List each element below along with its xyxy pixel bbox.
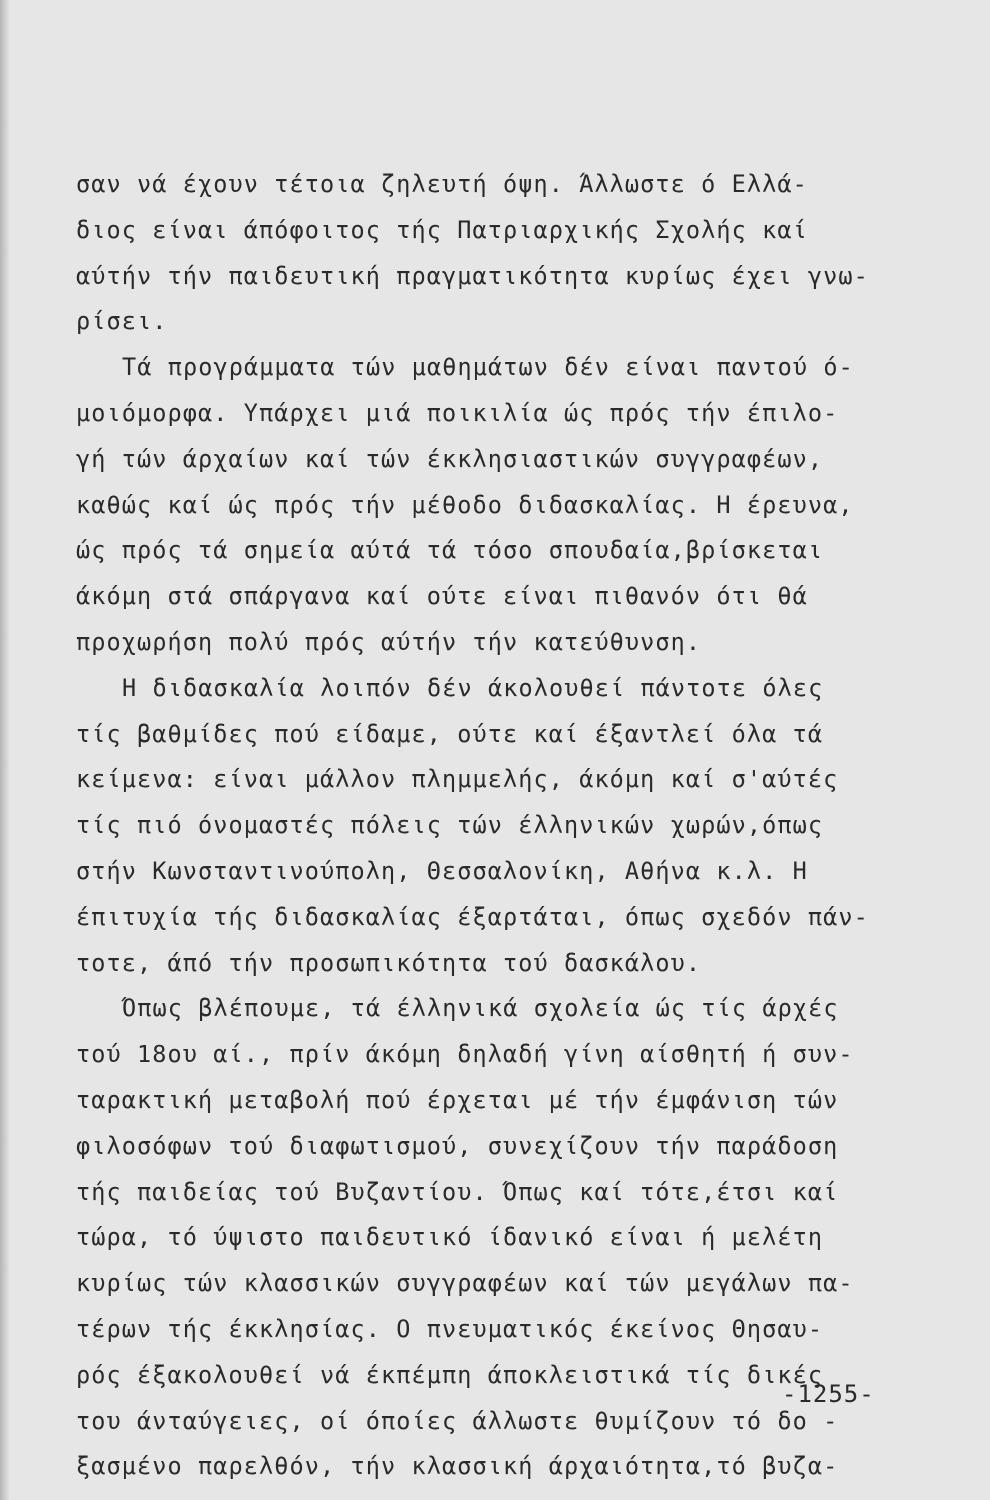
body-text (76, 162, 936, 1490)
text-line: τού 18ου αί., πρίν άκόμη δηλαδή γίνη αίσθητή ή συν- (76, 1040, 854, 1069)
text-line: Η διδασκαλία λοιπόν δέν άκολουθεί πάντοτε όλες (122, 673, 824, 702)
text-line: κείμενα: είναι μάλλον πλημμελής, άκόμη καί σ'αύτές (76, 765, 839, 794)
text-line: σαν νά έχουν τέτοια ζηλευτή όψη. Άλλωστε ό Ελλά- (76, 170, 808, 198)
page-binding-edge (0, 0, 9, 1500)
text-line: άκόμη στά σπάργανα καί ούτε είναι πιθανόν ότι θά (76, 582, 808, 611)
text-line: καθώς καί ώς πρός τήν μέθοδο διδασκαλίας. Η έρευνα, (76, 490, 854, 519)
text-line: γή τών άρχαίων καί τών έκκλησιαστικών συγγραφέων, (76, 444, 824, 473)
text-line: ρίσει. (76, 307, 168, 336)
text-line: κυρίως τών κλασσικών συγγραφέων καί τών μεγάλων πα- (76, 1269, 854, 1298)
text-line: ρός έξακολουθεί νά έκπέμπη άποκλειστικά τίς δικές (76, 1360, 824, 1389)
text-line: έπιτυχία τής διδασκαλίας έξαρτάται, όπως σχεδόν πάν- (76, 902, 869, 931)
text-line: τοτε, άπό τήν προσωπικότητα τού δασκάλου. (76, 948, 702, 977)
text-line: τίς βαθμίδες πού είδαμε, ούτε καί έξαντλεί όλα τά (76, 719, 824, 748)
text-line: τίς πιό όνομαστές πόλεις τών έλληνικών χωρών,όπως (76, 811, 824, 840)
text-line: ταρακτική μεταβολή πού έρχεται μέ τήν έμφάνιση τών (76, 1085, 839, 1114)
page-number: -1255- (782, 1380, 875, 1408)
text-line: μοιόμορφα. Υπάρχει μιά ποικιλία ώς πρός τήν έπιλο- (76, 398, 839, 427)
text-line: στήν Κωνσταντινούπολη, Θεσσαλονίκη, Αθήνα κ.λ. Η (76, 856, 808, 885)
text-line: τής παιδείας τού Βυζαντίου. Όπως καί τότε,έτσι καί (76, 1177, 839, 1206)
text-line: του άνταύγειες, οί όποίες άλλωστε θυμίζουν τό δο - (76, 1406, 839, 1435)
text-line: Όπως βλέπουμε, τά έλληνικά σχολεία ώς τίς άρχές (122, 994, 839, 1023)
text-line: τώρα, τό ύψιστο παιδευτικό ίδανικό είναι ή μελέτη (76, 1223, 824, 1252)
text-line: προχωρήση πολύ πρός αύτήν τήν κατεύθυνση. (76, 627, 702, 656)
text-line: Τά προγράμματα τών μαθημάτων δέν είναι παντού ό- (122, 353, 854, 382)
text-line: ώς πρός τά σημεία αύτά τά τόσο σπουδαία,βρίσκεται (76, 536, 824, 565)
text-line: τέρων τής έκκλησίας. Ο πνευματικός έκείνος Θησαυ- (76, 1314, 824, 1343)
text-line: ξασμένο παρελθόν, τήν κλασσική άρχαιότητα,τό βυζα- (76, 1452, 839, 1481)
text-line: διος είναι άπόφοιτος τής Πατριαρχικής Σχολής καί (76, 215, 808, 244)
text-line: αύτήν τήν παιδευτική πραγματικότητα κυρίως έχει γνω- (76, 261, 869, 290)
text-line: φιλοσόφων τού διαφωτισμού, συνεχίζουν τήν παράδοση (76, 1131, 839, 1160)
